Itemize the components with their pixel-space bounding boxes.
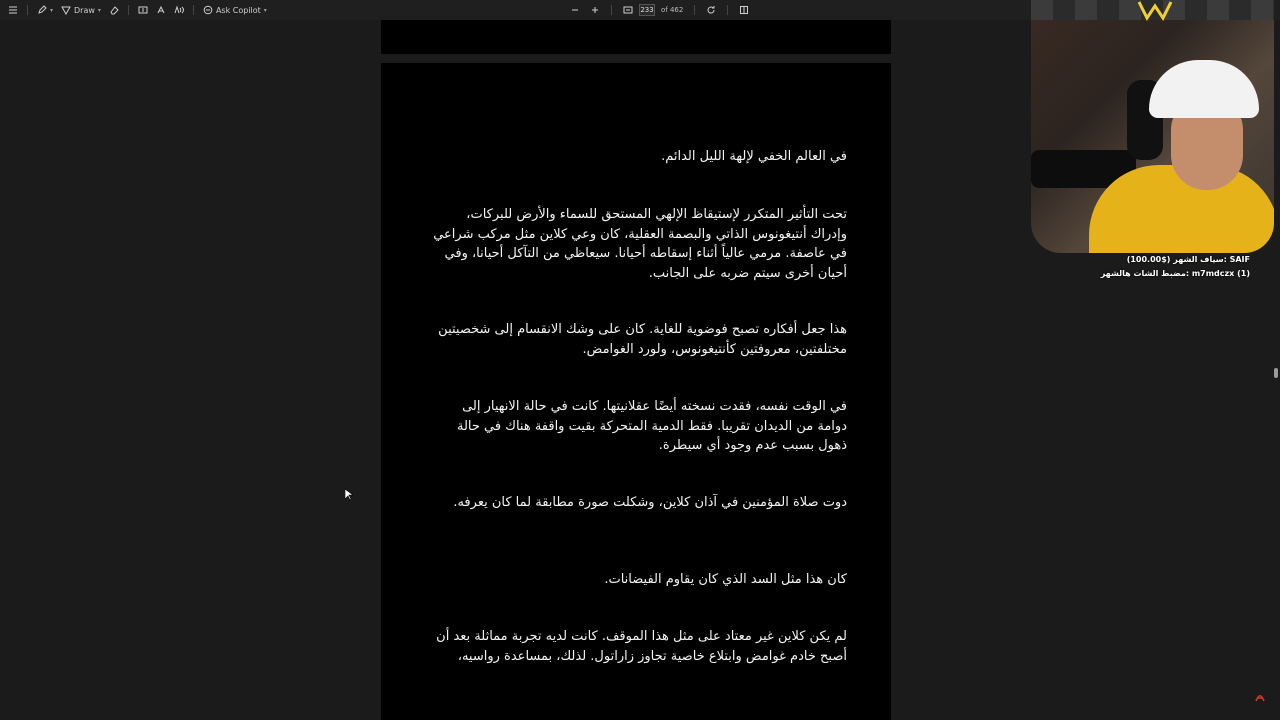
toolbar-divider xyxy=(727,5,728,15)
webcam-overlay xyxy=(1031,0,1274,253)
highlight-button[interactable] xyxy=(33,0,57,20)
add-text-box-button[interactable] xyxy=(134,0,152,20)
copilot-icon xyxy=(203,5,213,15)
page-view-icon xyxy=(739,5,749,15)
current-page xyxy=(381,63,891,720)
toolbar-divider xyxy=(611,5,612,15)
draw-icon xyxy=(61,5,71,15)
fit-page-button[interactable] xyxy=(619,0,637,20)
page-view-button[interactable] xyxy=(735,0,753,20)
toolbar-center-group xyxy=(566,0,753,20)
zoom-in-icon xyxy=(590,5,600,15)
scrollbar-thumb[interactable] xyxy=(1274,368,1278,378)
toolbar-divider xyxy=(27,5,28,15)
highlighter-icon xyxy=(37,5,47,15)
zoom-out-icon xyxy=(570,5,580,15)
read-aloud-icon xyxy=(174,5,184,15)
streamer-cap xyxy=(1149,60,1259,118)
ask-copilot-label: Ask Copilot xyxy=(215,5,261,15)
chevron-down-icon[interactable]: ▾ xyxy=(97,6,101,14)
zoom-in-button[interactable] xyxy=(586,0,604,20)
chat-message: SAIF :سياف الشهر ($100.00) xyxy=(1126,255,1250,264)
channel-logo xyxy=(1137,0,1173,22)
page-paragraph: لم يكن كلاين غير معتاد على مثل هذا الموقف. كانت لديه تجربة مماثلة بعد أن أصبح خادم غوامض وابتلاع خاصية تجاوز زاراتول. لذلك، بمساعدة رواسيه، xyxy=(436,629,847,664)
add-text-button[interactable] xyxy=(152,0,170,20)
draw-label: Draw xyxy=(74,5,95,15)
toolbar-divider xyxy=(193,5,194,15)
ask-copilot-button[interactable] xyxy=(199,0,271,20)
rotate-button[interactable] xyxy=(702,0,720,20)
toolbar-left-group xyxy=(4,0,271,20)
page-paragraph: هذا جعل أفكاره تصبح فوضوية للغاية. كان على وشك الانقسام إلى شخصيتين مختلفتين، معروفتين كأنتيغونوس، ولورد الغوامض. xyxy=(438,322,847,357)
text-icon xyxy=(156,5,166,15)
toolbar-divider xyxy=(694,5,695,15)
pdf-icon[interactable] xyxy=(1254,691,1266,703)
page-paragraph: كان هذا مثل السد الذي كان يقاوم الفيضانات. xyxy=(604,572,847,587)
page-paragraph: في العالم الخفي لإلهة الليل الدائم. xyxy=(661,149,847,164)
page-paragraph: تحت التأثير المتكرر لإستيقاظ الإلهي المستحق للسماء والأرض للبركات، وإدراك أنتيغونوس الذاتي والبصمة العقلية، كان وعي كلاين مثل مركب شراعي في عاصفة. مرمي عالياً أثناء إسقاطه أحيانا. سيعاظي من التآكل أحيانا، وفي أحيان أخرى سيتم ضربه على الجانب. xyxy=(433,207,847,281)
eraser-icon xyxy=(109,5,119,15)
text-box-icon xyxy=(138,5,148,15)
chevron-down-icon[interactable]: ▾ xyxy=(50,6,54,14)
mouse-cursor xyxy=(345,489,353,501)
read-aloud-button[interactable] xyxy=(170,0,188,20)
zoom-out-button[interactable] xyxy=(566,0,584,20)
chevron-down-icon[interactable]: ▾ xyxy=(263,6,267,14)
erase-button[interactable] xyxy=(105,0,123,20)
previous-page xyxy=(381,20,891,54)
page-total-label: of 462 xyxy=(661,6,684,14)
page-paragraph: دوت صلاة المؤمنين في آذان كلاين، وشكلت صورة مطابقة لما كان يعرفه. xyxy=(453,495,847,510)
chat-message: m7mdczx (1) :مضبط الشات هالشهر xyxy=(1100,269,1250,278)
toolbar-divider xyxy=(128,5,129,15)
contents-button[interactable] xyxy=(4,0,22,20)
rotate-icon xyxy=(706,5,716,15)
draw-button[interactable] xyxy=(57,0,105,20)
fit-page-icon xyxy=(623,5,633,15)
page-number-input[interactable]: 233 xyxy=(640,6,654,14)
stream-chat-overlay xyxy=(1065,253,1250,281)
list-icon xyxy=(8,5,18,15)
page-paragraph: في الوقت نفسه، فقدت نسخته أيضًا عقلانيتها. كانت في حالة الانهيار إلى دوامة من الديدان تقريبا. فقط الدمية المتحركة بقيت واقفة هناك في حالة ذهول بسبب عدم وجود أي سيطرة. xyxy=(456,399,847,453)
